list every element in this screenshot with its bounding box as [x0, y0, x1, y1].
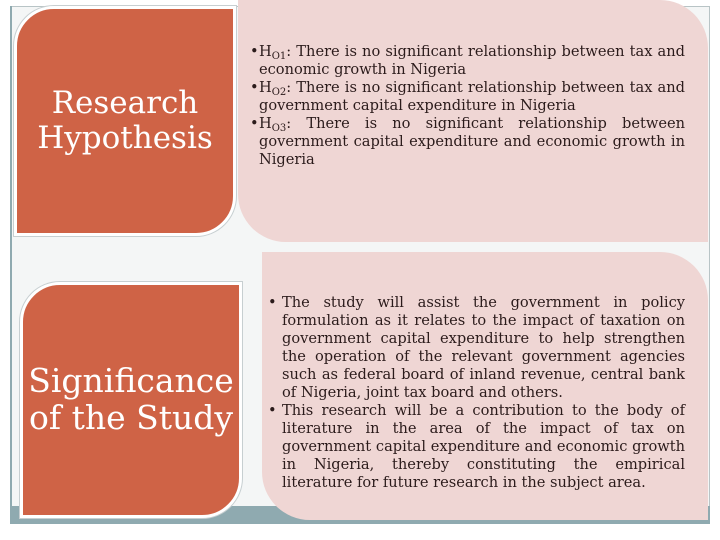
hypothesis-symbol: H	[259, 115, 272, 132]
significance-content-box	[262, 252, 708, 520]
hypothesis-content-box	[238, 0, 708, 242]
hypothesis-subscript: O3	[271, 123, 287, 134]
bullet-icon: •	[268, 402, 277, 419]
hypothesis-item-1	[250, 43, 685, 79]
label-title	[37, 86, 213, 155]
significance-list	[268, 294, 685, 492]
hypothesis-subscript: O1	[271, 51, 287, 62]
hypothesis-symbol: H	[259, 43, 272, 60]
hypothesis-item-2	[250, 79, 685, 115]
significance-item-1	[268, 294, 685, 402]
significance-text: The study will assist the government in policy formulation as it relates to the impact of taxation on government capital expenditure to help strengthen the operation of the relevant government agencies such as federal board of inland revenue, central bank of Nigeria, joint tax board and others.	[282, 294, 685, 401]
label-line: Significance	[28, 361, 234, 401]
label-line: Research	[51, 85, 199, 122]
significance-label	[20, 282, 242, 518]
hypothesis-text: : There is no significant relationship between tax and economic growth in Nigeria	[259, 43, 685, 78]
hypothesis-subscript: O2	[271, 87, 287, 98]
bullet-icon: •	[250, 43, 259, 60]
hypothesis-symbol: H	[259, 79, 272, 96]
significance-text: This research will be a contribution to the body of literature in the area of the impact of tax on government capital expenditure and economic growth in Nigeria, thereby constituting the empirical literature for future research in the subject area.	[282, 402, 685, 491]
label-line: Hypothesis	[37, 120, 213, 156]
label-line: of the Study	[29, 398, 233, 437]
bullet-icon: •	[250, 115, 259, 132]
hypothesis-list	[250, 43, 685, 169]
label-title	[28, 363, 234, 437]
significance-item-2	[268, 402, 685, 492]
hypothesis-text: : There is no significant relationship between government capital expenditure and economic growth in Nigeria	[259, 115, 685, 168]
bullet-icon: •	[250, 79, 259, 96]
hypothesis-item-3	[250, 115, 685, 169]
hypothesis-text: : There is no significant relationship between tax and government capital expenditure in Nigeria	[259, 79, 685, 114]
research-hypothesis-label	[14, 6, 236, 236]
bullet-icon: •	[268, 294, 277, 311]
frame-left-accent	[10, 6, 12, 524]
